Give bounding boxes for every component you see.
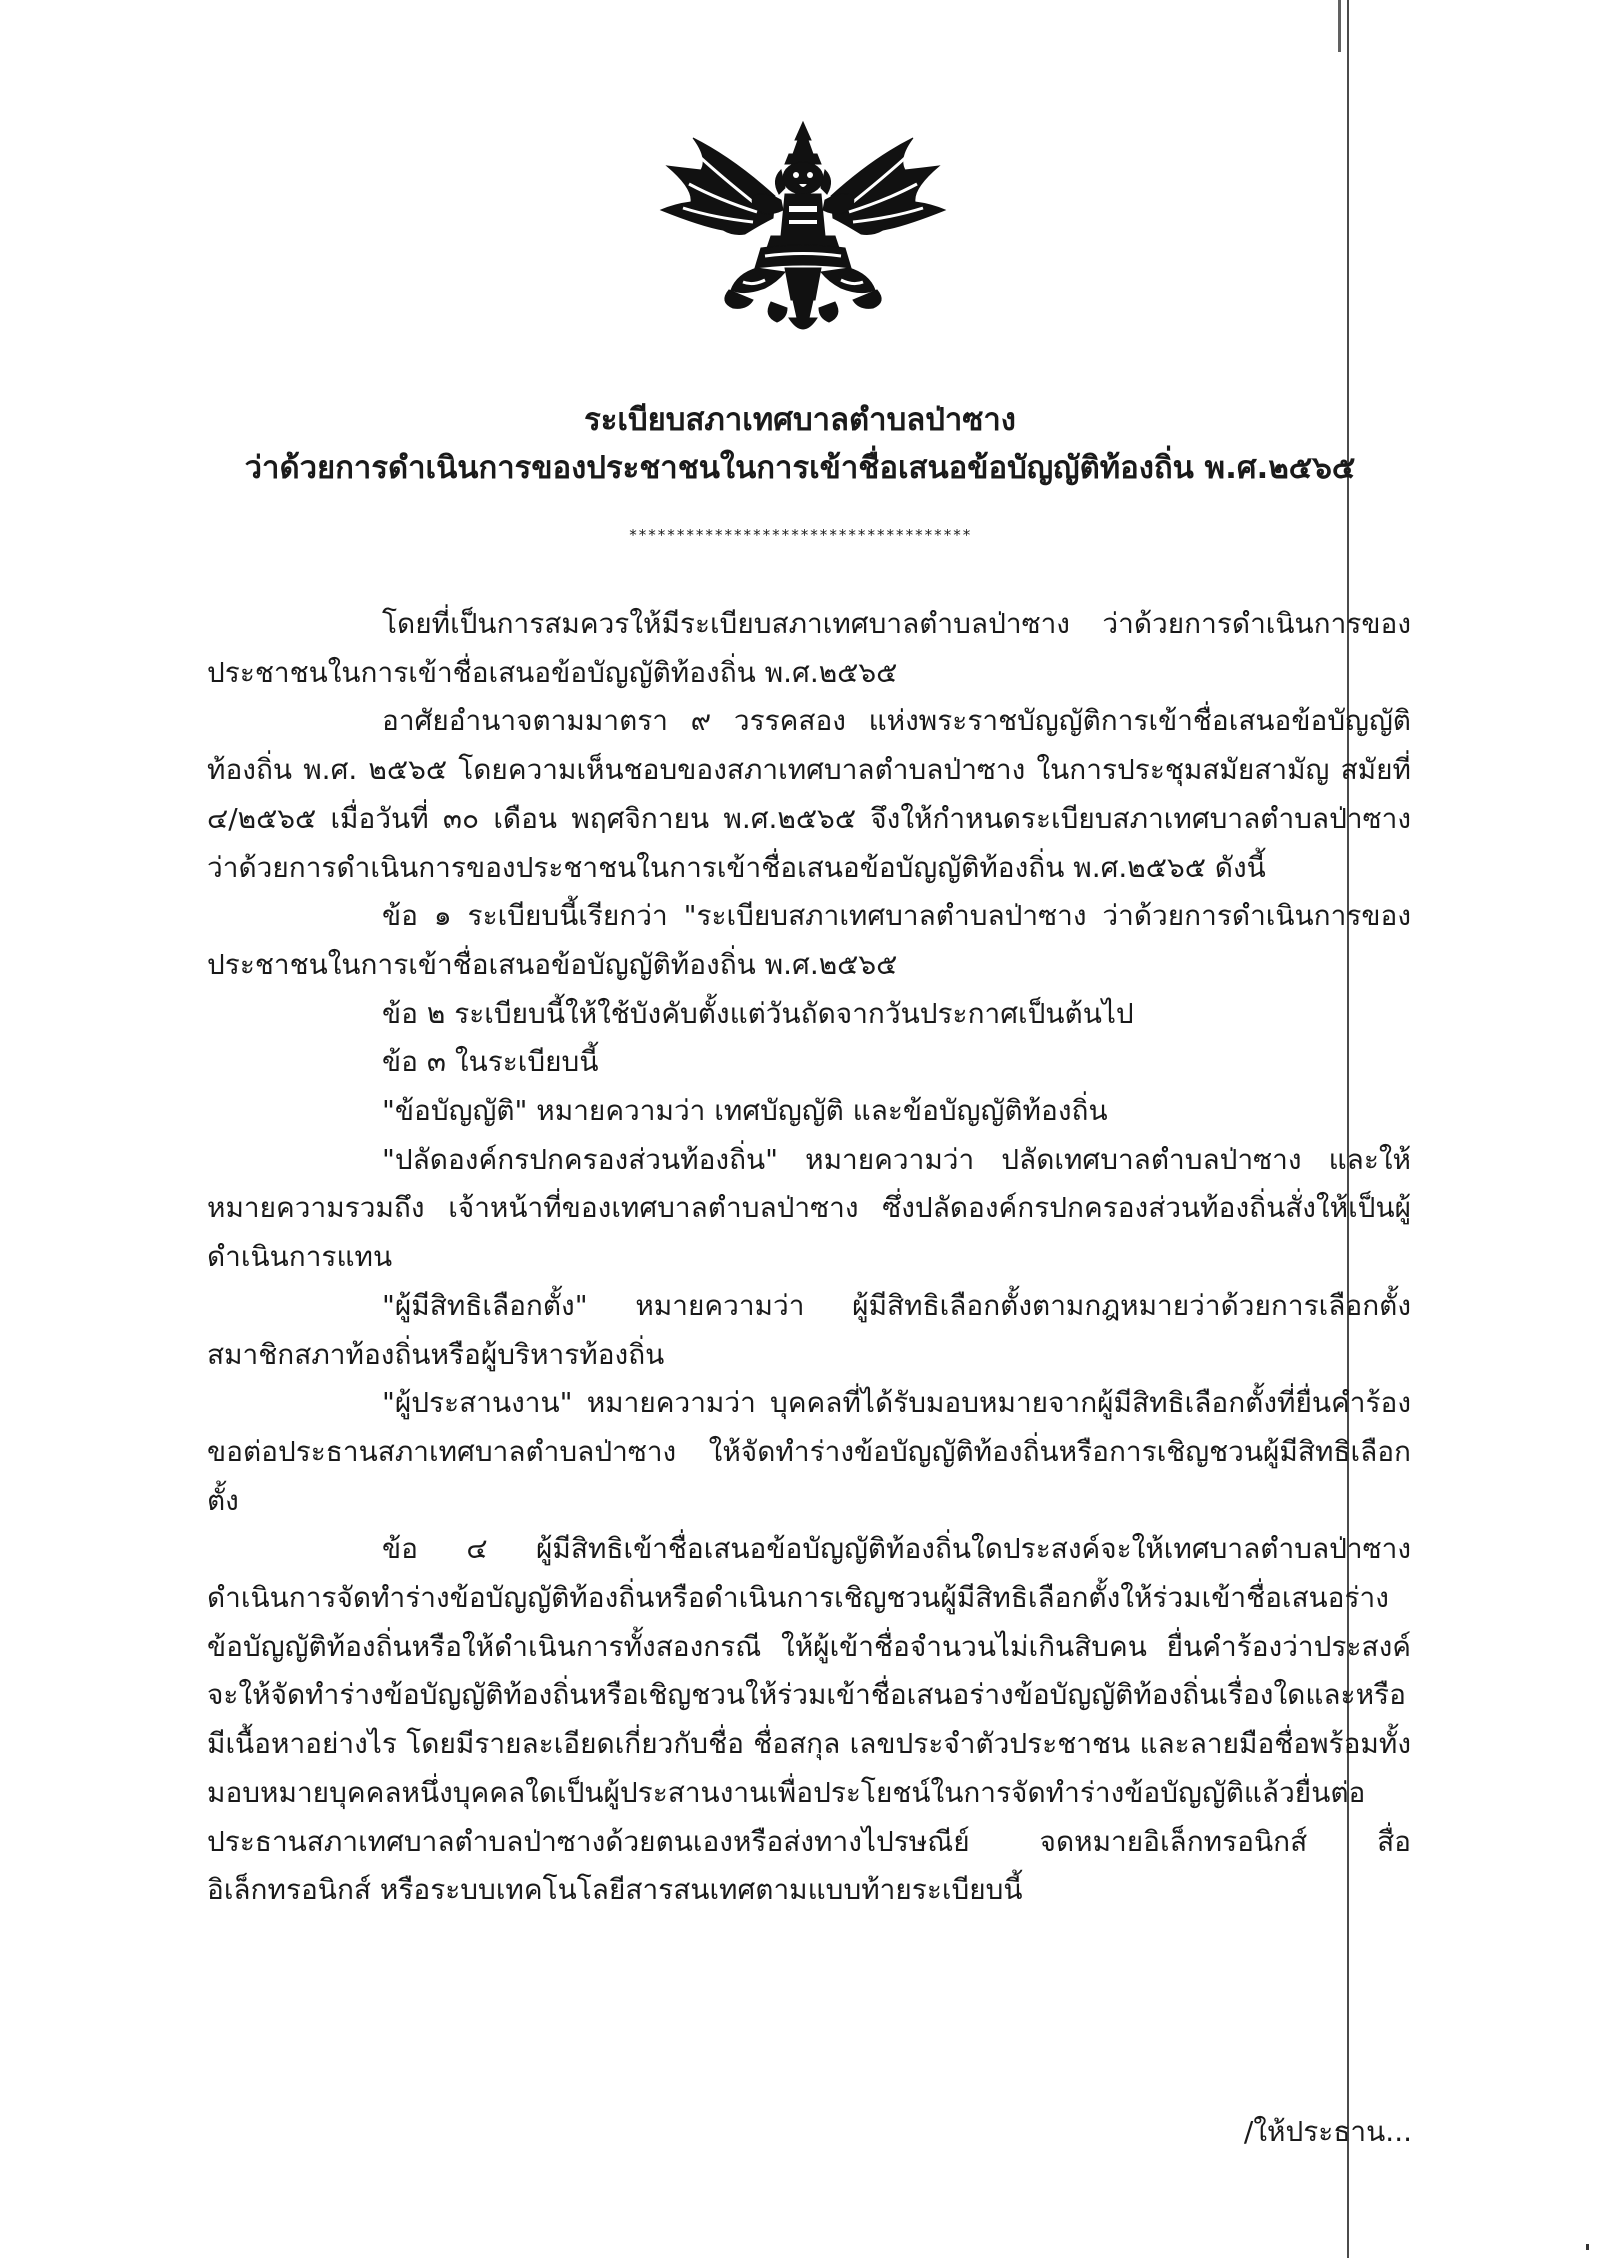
- document-subtitle: ว่าด้วยการดำเนินการของประชาชนในการเข้าชื่อเสนอข้อบัญญัติท้องถิ่น พ.ศ.๒๕๖๕: [244, 450, 1356, 486]
- clause-4: ข้อ ๔ ผู้มีสิทธิเข้าชื่อเสนอข้อบัญญัติท้องถิ่นใดประสงค์จะให้เทศบาลตำบลป่าซางดำเนินการจัดทำร่างข้อบัญญัติท้องถิ่นหรือดำเนินการเชิญชวนผู้มีสิทธิเลือกตั้งให้ร่วมเข้าชื่อเสนอร่างข้อบัญญัติท้องถิ่นหรือให้ดำเนินการทั้งสองกรณี ให้ผู้เข้าชื่อจำนวนไม่เกินสิบคน ยื่นคำร้องว่าประสงค์จะให้จัดทำร่างข้อบัญญัติท้องถิ่นหรือเชิญชวนให้ร่วมเข้าชื่อเสนอร่างข้อบัญญัติท้องถิ่นเรื่องใดและหรือมีเนื้อหาอย่างไร โดยมีรายละเอียดเกี่ยวกับชื่อ ชื่อสกุล เลขประจำตัวประชาชน และลายมือชื่อพร้อมทั้งมอบหมายบุคคลหนึ่งบุคคลใดเป็นผู้ประสานงานเพื่อประโยชน์ในการจัดทำร่างข้อบัญญัติแล้วยื่นต่อประธานสภาเทศบาลตำบลป่าซางด้วยตนเองหรือส่งทางไปรษณีย์ จดหมายอิเล็กทรอนิกส์ สื่ออิเล็กทรอนิกส์ หรือระบบเทคโนโลยีสารสนเทศตามแบบท้ายระเบียบนี้: [207, 1532, 1411, 1907]
- title-divider: ************************************: [628, 526, 972, 544]
- clause-3: ข้อ ๓ ในระเบียบนี้: [382, 1045, 599, 1079]
- continuation-note: /ให้ประธาน...: [1243, 2115, 1412, 2148]
- definition-local-clerk: "ปลัดองค์กรปกครองส่วนท้องถิ่น" หมายความว่า ปลัดเทศบาลตำบลป่าซาง และให้หมายความรวมถึง เจ้าหน้าที่ของเทศบาลตำบลป่าซาง ซึ่งปลัดองค์กรปกครองส่วนท้องถิ่นสั่งให้เป็นผู้ดำเนินการแทน: [207, 1142, 1411, 1274]
- definition-eligible-voter: "ผู้มีสิทธิเลือกตั้ง" หมายความว่า ผู้มีสิทธิเลือกตั้งตามกฎหมายว่าด้วยการเลือกตั้งสมาชิกสภาท้องถิ่นหรือผู้บริหารท้องถิ่น: [207, 1288, 1411, 1371]
- preamble-paragraph: โดยที่เป็นการสมควรให้มีระเบียบสภาเทศบาลตำบลป่าซาง ว่าด้วยการดำเนินการของประชาชนในการเข้าชื่อเสนอข้อบัญญัติท้องถิ่น พ.ศ.๒๕๖๕: [207, 607, 1411, 689]
- scan-artifact-top: [1338, 0, 1341, 52]
- document-title: ระเบียบสภาเทศบาลตำบลป่าซาง: [584, 402, 1016, 438]
- garuda-emblem-icon: [653, 118, 953, 340]
- clause-1: ข้อ ๑ ระเบียบนี้เรียกว่า "ระเบียบสภาเทศบาลตำบลป่าซาง ว่าด้วยการดำเนินการของประชาชนในการเข้าชื่อเสนอข้อบัญญัติท้องถิ่น พ.ศ.๒๕๖๕: [207, 899, 1411, 981]
- authority-paragraph: อาศัยอำนาจตามมาตรา ๙ วรรคสอง แห่งพระราชบัญญัติการเข้าชื่อเสนอข้อบัญญัติท้องถิ่น พ.ศ. ๒๕๖๕ โดยความเห็นชอบของสภาเทศบาลตำบลป่าซาง ในการประชุมสมัยสามัญ สมัยที่ ๔/๒๕๖๕ เมื่อวันที่ ๓๐ เดือน พฤศจิกายน พ.ศ.๒๕๖๕ จึงให้กำหนดระเบียบสภาเทศบาลตำบลป่าซาง ว่าด้วยการดำเนินการของประชาชนในการเข้าชื่อเสนอข้อบัญญัติท้องถิ่น พ.ศ.๒๕๖๕ ดังนี้: [207, 704, 1411, 884]
- definition-bylaw: "ข้อบัญญัติ" หมายความว่า เทศบัญญัติ และข้อบัญญัติท้องถิ่น: [382, 1094, 1108, 1128]
- scan-artifact-dot: [1586, 2244, 1589, 2250]
- definition-coordinator: "ผู้ประสานงาน" หมายความว่า บุคคลที่ได้รับมอบหมายจากผู้มีสิทธิเลือกตั้งที่ยื่นคำร้องขอต่อประธานสภาเทศบาลตำบลป่าซาง ให้จัดทำร่างข้อบัญญัติท้องถิ่นหรือการเชิญชวนผู้มีสิทธิเลือกตั้ง: [207, 1386, 1411, 1517]
- clause-2: ข้อ ๒ ระเบียบนี้ให้ใช้บังคับตั้งแต่วันถัดจากวันประกาศเป็นต้นไป: [382, 996, 1134, 1030]
- document-body: [207, 600, 1411, 1915]
